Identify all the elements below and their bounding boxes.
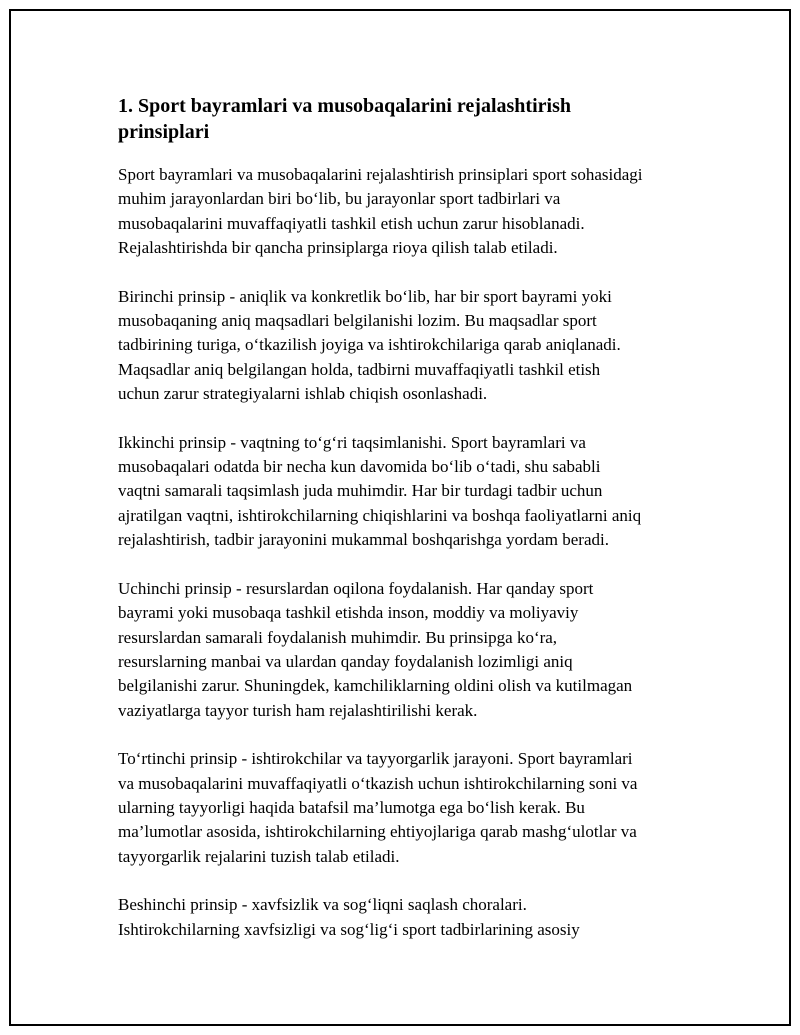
text-line: tadbirining turiga, o‘tkazilish joyiga va ishtirokchilariga qarab aniqlanadi. <box>118 335 621 355</box>
paragraph-third-principle <box>118 577 698 723</box>
text-line: Ishtirokchilarning xavfsizligi va sog‘lig‘i sport tadbirlarining asosiy <box>118 919 580 939</box>
text-line: To‘rtinchi prinsip - ishtirokchilar va tayyorgarlik jarayoni. Sport bayramlari <box>118 749 633 769</box>
paragraph-intro <box>118 163 698 261</box>
text-line: vaqtni samarali taqsimlash juda muhimdir. Har bir turdagi tadbir uchun <box>118 481 603 501</box>
text-line: Rejalashtirishda bir qancha prinsiplarga rioya qilish talab etiladi. <box>118 238 558 258</box>
paragraph-second-principle <box>118 431 698 553</box>
text-line: musobaqalari odatda bir necha kun davomida bo‘lib o‘tadi, shu sababli <box>118 457 601 477</box>
text-line: Birinchi prinsip - aniqlik va konkretlik bo‘lib, har bir sport bayrami yoki <box>118 286 612 306</box>
text-line: belgilanishi zarur. Shuningdek, kamchiliklarning oldini olish va kutilmagan <box>118 676 633 696</box>
text-line: uchun zarur strategiyalarni ishlab chiqish osonlashadi. <box>118 384 488 404</box>
text-line: tayyorgarlik rejalarini tuzish talab etiladi. <box>118 846 400 866</box>
text-line: Uchinchi prinsip - resurslardan oqilona foydalanish. Har qanday sport <box>118 578 594 598</box>
text-line: Ikkinchi prinsip - vaqtning to‘g‘ri taqsimlanishi. Sport bayramlari va <box>118 432 586 452</box>
heading-line: 1. Sport bayramlari va musobaqalarini rejalashtirish <box>118 95 571 117</box>
text-line: muhim jarayonlardan biri bo‘lib, bu jarayonlar sport tadbirlari va <box>118 189 561 209</box>
paragraph-first-principle <box>118 285 698 407</box>
paragraph-fifth-principle <box>118 893 698 942</box>
text-line: musobaqalarini muvaffaqiyatli tashkil etish uchun zarur hisoblanadi. <box>118 213 585 233</box>
text-line: ma’lumotlar asosida, ishtirokchilarning ehtiyojlariga qarab mashg‘ulotlar va <box>118 822 637 842</box>
text-line: Sport bayramlari va musobaqalarini rejalashtirish prinsiplari sport sohasidagi <box>118 165 643 184</box>
document-body <box>118 93 698 966</box>
text-line: va musobaqalarini muvaffaqiyatli o‘tkazish uchun ishtirokchilarning soni va <box>118 773 638 793</box>
paragraph-fourth-principle <box>118 747 698 869</box>
text-line: musobaqaning aniq maqsadlari belgilanishi lozim. Bu maqsadlar sport <box>118 311 597 331</box>
text-line: vaziyatlarga tayyor turish ham rejalashtirilishi kerak. <box>118 700 478 720</box>
text-line: resurslarning manbai va ulardan qanday foydalanish lozimligi aniq <box>118 651 573 671</box>
text-line: bayrami yoki musobaqa tashkil etishda inson, moddiy va moliyaviy <box>118 603 579 623</box>
heading-line: prinsiplari <box>118 121 210 143</box>
text-line: rejalashtirish, tadbir jarayonini mukammal boshqarishga yordam beradi. <box>118 530 609 550</box>
text-line: resurslardan samarali foydalanish muhimdir. Bu prinsipga ko‘ra, <box>118 627 558 647</box>
text-line: ajratilgan vaqtni, ishtirokchilarning chiqishlarini va boshqa faoliyatlarni aniq <box>118 505 642 525</box>
section-heading <box>118 93 698 145</box>
text-line: Beshinchi prinsip - xavfsizlik va sog‘liqni saqlash choralari. <box>118 895 527 915</box>
text-line: Maqsadlar aniq belgilangan holda, tadbirni muvaffaqiyatli tashkil etish <box>118 359 601 379</box>
text-line: ularning tayyorligi haqida batafsil ma’lumotga ega bo‘lish kerak. Bu <box>118 797 585 817</box>
